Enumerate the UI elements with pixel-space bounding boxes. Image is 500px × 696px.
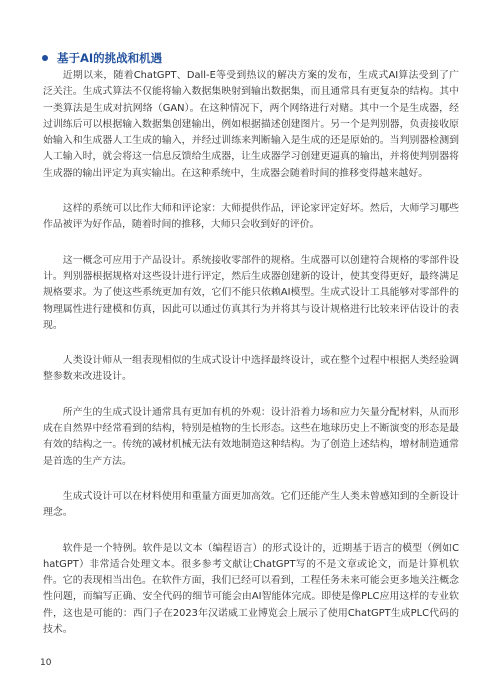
page-number: 10 [40, 658, 52, 668]
paragraph-1: 近期以来，随着ChatGPT、Dall-E等受到热议的解决方案的发布，生成式AI算法受到了广泛关注。生成式算法不仅能将输入数据集映射到输出数据集，而且通常具有更复杂的结构。其中一类算法是生成对抗网络（GAN）。在这种情况下，两个网络进行对赌。其中一个是生成器，经过训练后可以根据输入数据集创建输出，例如根据描述创建图片。另一个是判别器，负责接收原始输入和生成器人工生成的输入，并经过训练来判断输入是生成的还是原始的。当判别器检测到人工输入时，就会将这一信息反馈给生成器，让生成器学习创建更逼真的输出，并将使判别器将生成器的输出评定为真实输出。在这种系统中，生成器会随着时间的推移变得越来越好。 [43, 70, 459, 179]
paragraph-3: 这一概念可应用于产品设计。系统接收零部件的规格。生成器可以创建符合规格的零部件设计。判别器根据规格对这些设计进行评定，然后生成器创建新的设计，使其变得更好，最终满足规格要求。为了使这些系统更加有效，它们不能只依赖AI模型。生成式设计工具能够对零部件的物理属性进行建模和仿真，因此可以通过仿真其行为并将其与设计规格进行比较来评估设计的表现。 [43, 254, 459, 331]
body-text [43, 68, 459, 638]
paragraph-4: 人类设计师从一组表现相似的生成式设计中选择最终设计，或在整个过程中根据人类经验调整参数来改进设计。 [43, 355, 459, 383]
section-title: 基于AI的挑战和机遇 [57, 51, 163, 65]
bullet-icon [42, 55, 48, 61]
paragraph-6: 生成式设计可以在材料使用和重量方面更加高效。它们还能产生人类未曾感知到的全新设计理念。 [43, 490, 459, 519]
section-heading [42, 50, 162, 66]
paragraph-2: 这样的系统可以比作大师和评论家：大师提供作品，评论家评定好坏。然后，大师学习哪些作品被评为好作品，随着时间的推移，大师只会收到好的评价。 [43, 203, 459, 231]
paragraph-5: 所产生的生成式设计通常具有更加有机的外观：设计沿着力场和应力矢量分配材料，从而形成在自然界中经常看到的结构，特别是植物的生长形态。这些在地球历史上不断演变的形态是最有效的结构之一。传统的减材机械无法有效地制造这种结构。为了创造上述结构，增材制造通常是首选的生产方法。 [43, 406, 459, 467]
paragraph-7: 软件是一个特例。软件是以文本（编程语言）的形式设计的，近期基于语言的模型（例如ChatGPT）非常适合处理文本。很多参考文献让ChatGPT写的不是文章或论文，而是计算机软件。它的表现相当出色。在软件方面，我们已经可以看到，工程任务未来可能会更多地关注概念性问题，而编写正确、安全代码的细节可能会由AI智能体完成。即使是像PLC应用这样的专业软件，这也是可能的：西门子在2023年汉诺威工业博览会上展示了使用ChatGPT生成PLC代码的技术。 [43, 542, 459, 636]
